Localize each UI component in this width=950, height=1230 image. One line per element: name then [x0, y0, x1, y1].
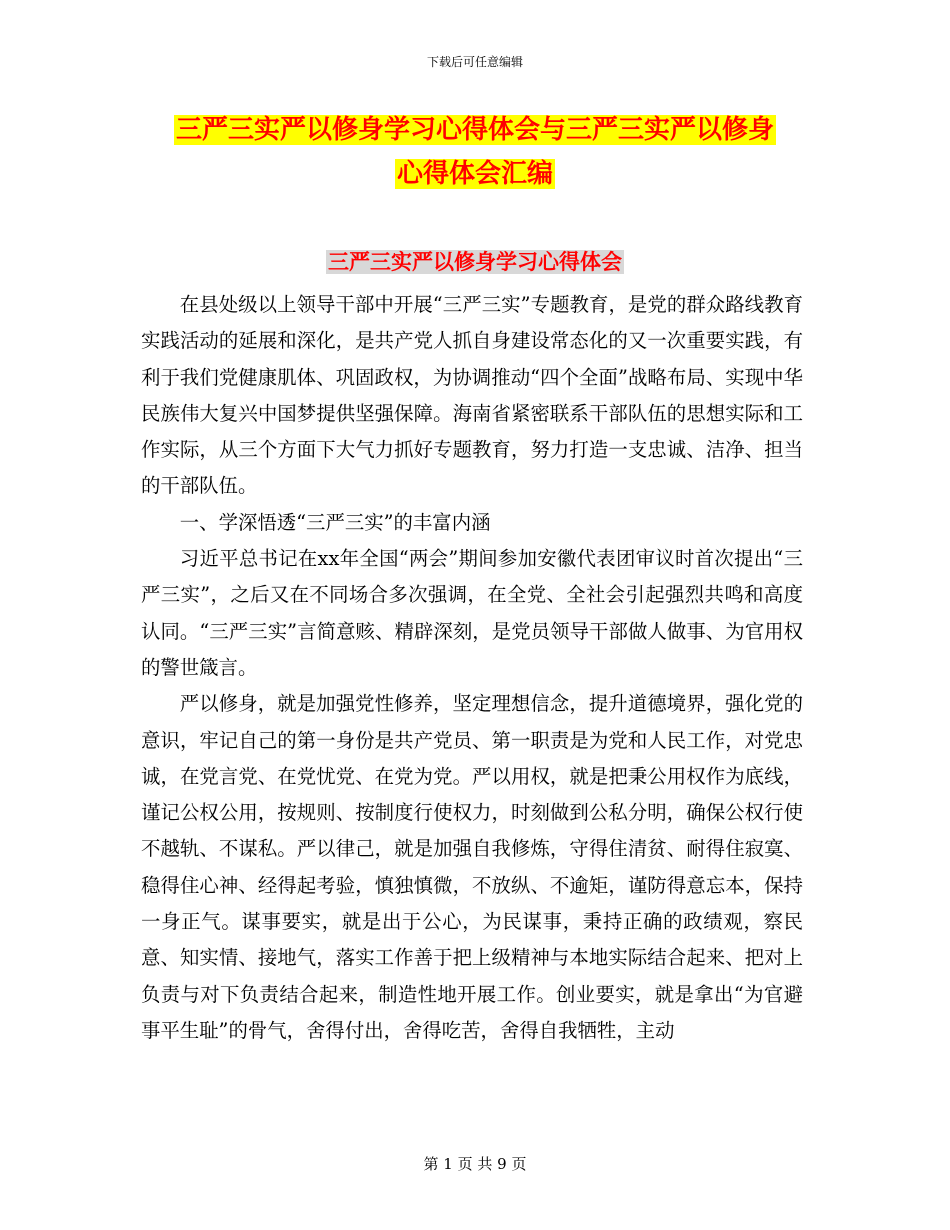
document-title-line-2 — [140, 152, 810, 196]
paragraph-heading-1: 一、学深悟透“三严三实”的丰富内涵 — [179, 510, 491, 534]
paragraph-intro: 在县处级以上领导干部中开展“三严三实”专题教育，是党的群众路线教育实践活动的延展和深化，是共产党人抓自身建设常态化的又一次重要实践，有利于我们党健康肌体、巩固政权，为协调推动“四个全面”战略布局、实现中华民族伟大复兴中国梦提供坚强保障。海南省紧密联系干部队伍的思想实际和工作实际，从三个方面下大气力抓好专题教育，努力打造一支忠诚、洁净、担当的干部队伍。 — [141, 293, 803, 498]
page-number: 第 1 页 共 9 页 — [423, 1155, 527, 1173]
document-body — [141, 287, 803, 1049]
title-highlight-1: 三严三实严以修身学习心得体会与三严三实严以修身 — [175, 115, 774, 145]
paragraph-details: 严以修身，就是加强党性修养，坚定理想信念，提升道德境界，强化党的意识，牢记自己的第一身份是共产党员、第一职责是为党和人民工作，对党忠诚，在党言党、在党忧党、在党为党。严以用权，就是把秉公用权作为底线，谨记公权公用，按规则、按制度行使权力，时刻做到公私分明，确保公权行使不越轨、不谋私。严以律己，就是加强自我修炼，守得住清贫、耐得住寂寞、稳得住心神、经得起考验，慎独慎微，不放纵、不逾矩，谨防得意忘本，保持一身正气。谋事要实，就是出于公心，为民谋事，秉持正确的政绩观，察民意、知实情、接地气，落实工作善于把上级精神与本地实际结合起来、把对上负责与对下负责结合起来，制造性地开展工作。创业要实，就是拿出“为官避事平生耻”的骨气，舍得付出，舍得吃苦，舍得自我牺牲，主动 — [141, 692, 803, 1042]
title-highlight-2: 心得体会汇编 — [396, 159, 553, 189]
paragraph-origin: 习近平总书记在xx年全国“两会”期间参加安徽代表团审议时首次提出“三严三实”，之后又在不同场合多次强调，在全党、全社会引起强烈共鸣和高度认同。“三严三实”言简意赅、精辟深刻，是党员领导干部做人做事、为官用权的警世箴言。 — [141, 547, 803, 679]
section-title — [0, 245, 950, 279]
document-title-line-1 — [140, 108, 810, 152]
page-header-note: 下载后可任意编辑 — [426, 55, 523, 69]
document-title — [140, 108, 810, 196]
section-title-text: 三严三实严以修身学习心得体会 — [328, 250, 622, 274]
